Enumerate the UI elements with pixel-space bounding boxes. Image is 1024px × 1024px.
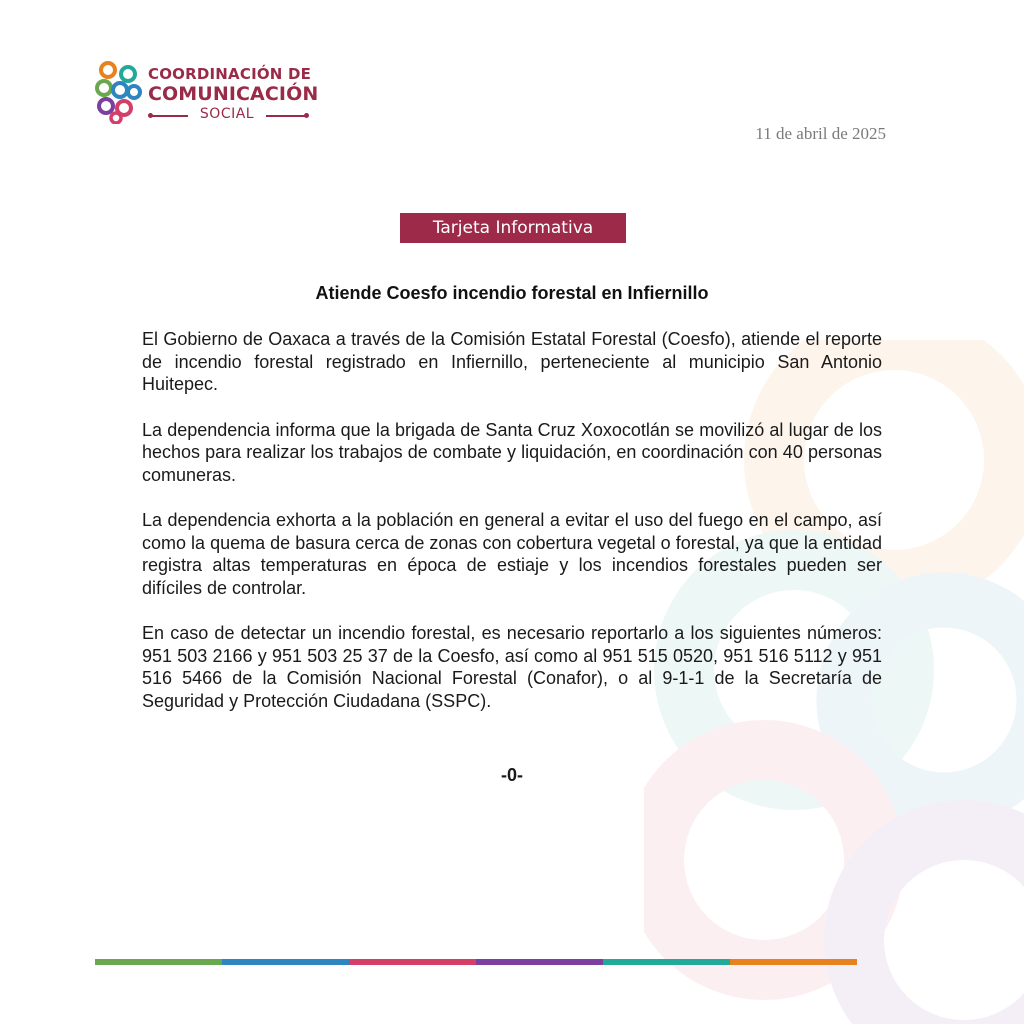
logo-mark-icon [94, 60, 142, 124]
paragraph: En caso de detectar un incendio forestal, es necesario reportarlo a los siguientes números: 951 503 2166 y 951 503 25 37 de la Coesfo, así como al 951 515 0520, 951 516 5112 y 951 516 5466 de la Comisión Nacional Forestal (Conafor), o al 9-1-1 de la Secretaría de Seguridad y Protección Ciudadana (SSPC). [142, 623, 882, 711]
logo-text-line2: COMUNICACIÓN [148, 83, 319, 105]
bar-segment [349, 959, 476, 965]
bar-segment [730, 959, 857, 965]
paragraph: La dependencia exhorta a la población en general a evitar el uso del fuego en el campo, así como la quema de basura cerca de zonas con cobertura vegetal o forestal, ya que la entidad registra altas temperaturas en época de estiaje y los incendios forestales pueden ser difíciles de controlar. [142, 510, 882, 598]
paragraph: La dependencia informa que la brigada de Santa Cruz Xoxocotlán se movilizó al lugar de los hechos para realizar los trabajos de combate y liquidación, en coordinación con 40 personas comuneras. [142, 419, 882, 485]
body-text [142, 328, 882, 735]
bar-segment [95, 959, 222, 965]
bar-segment [222, 959, 349, 965]
footer-color-bar [95, 959, 857, 965]
headline: Atiende Coesfo incendio forestal en Infiernillo [315, 283, 709, 303]
document-date: 11 de abril de 2025 [755, 124, 886, 143]
logo-text-line3 [148, 106, 306, 124]
bar-segment [603, 959, 730, 965]
paragraph: El Gobierno de Oaxaca a través de la Comisión Estatal Forestal (Coesfo), atiende el reporte de incendio forestal registrado en Infiernillo, perteneciente al municipio San Antonio Huitepec. [142, 329, 882, 394]
logo-social-label: SOCIAL [199, 106, 255, 122]
end-mark: -0- [501, 765, 523, 785]
bar-segment [476, 959, 603, 965]
document-type-badge: Tarjeta Informativa [400, 213, 626, 243]
logo-text-line1: COORDINACIÓN DE [148, 65, 312, 83]
coordinacion-logo [94, 60, 334, 124]
